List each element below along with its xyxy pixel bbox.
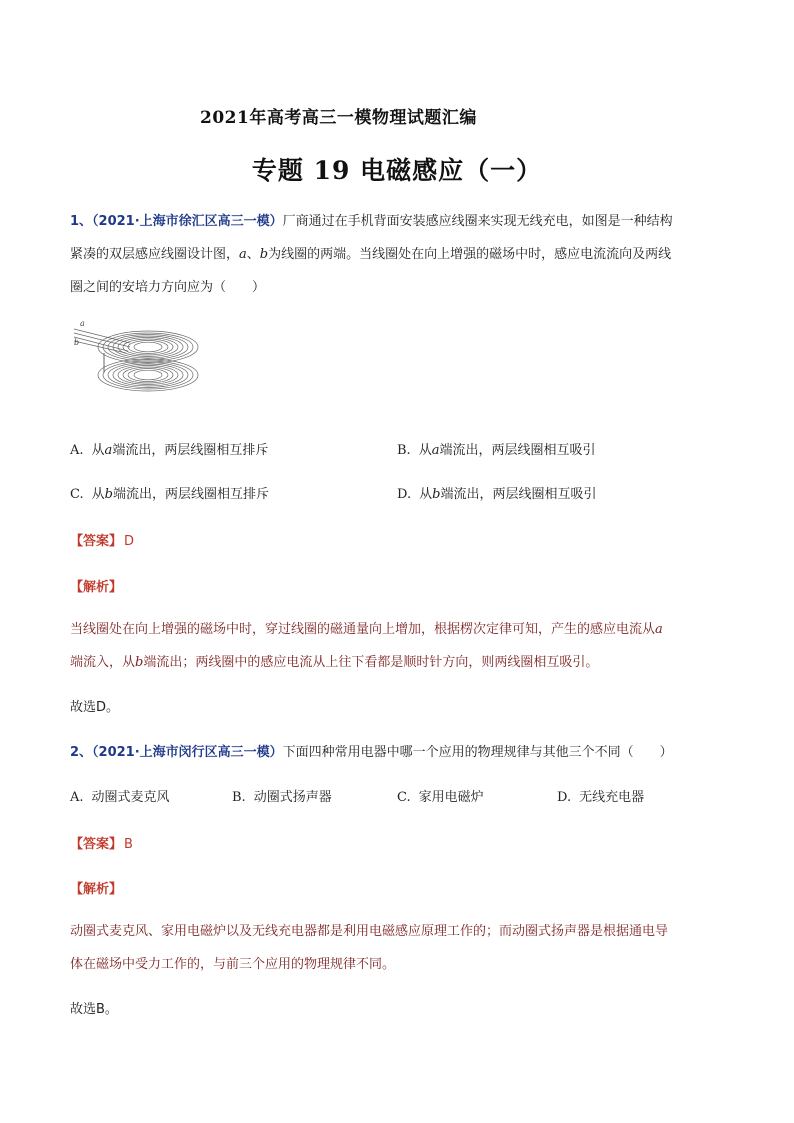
topic-title: 专题 19 电磁感应（一） [251, 156, 543, 185]
coil-figure [70, 317, 200, 395]
analysis-text: 当线圈处在向上增强的磁场中时，穿过线圈的磁通量向上增加，根据楞次定律可知，产生的感应电流从 [70, 622, 656, 637]
q1-option-a [70, 441, 268, 461]
q2-stem-line1 [70, 743, 673, 763]
option-text-pre: 从 [91, 443, 105, 458]
figure-label-a: a [80, 319, 85, 328]
answer-value: B [124, 837, 133, 852]
analysis-label: 【解析】 [70, 580, 123, 595]
q1-option-b [397, 441, 595, 461]
option-text: 家用电磁炉 [418, 790, 484, 805]
option-letter: A. [70, 443, 84, 458]
q2-option-b [232, 788, 332, 808]
option-letter: C. [70, 487, 84, 502]
option-var: a [431, 443, 440, 458]
q1-stem-text2a: 紧凑的双层感应线圈设计图， [70, 247, 240, 262]
q1-stem-text2b: 为线圈的两端。当线圈处在向上增强的磁场中时，感应电流流向及两线 [268, 247, 672, 262]
figure-label-b: b [74, 338, 80, 347]
q1-option-d [397, 485, 596, 505]
option-letter: C. [397, 790, 411, 805]
q1-analysis-label [70, 576, 122, 595]
q1-stem-text1: 厂商通过在手机背面安装感应线圈来实现无线充电，如图是一种结构 [282, 214, 673, 229]
q2-number: 2、 [70, 745, 93, 760]
q2-answer [70, 833, 133, 852]
q2-analysis-label [70, 878, 122, 897]
option-letter: A. [70, 790, 84, 805]
q1-var-a: a [239, 247, 247, 262]
option-text-post: 端流出，两层线圈相互排斥 [112, 443, 269, 458]
q2-stem-text1: 下面四种常用电器中哪一个应用的物理规律与其他三个不同（ ） [282, 745, 673, 760]
answer-value: D [124, 534, 135, 549]
option-var: a [104, 443, 113, 458]
option-text-pre: 从 [418, 443, 432, 458]
q2-option-c [397, 788, 484, 808]
analysis-text: 端流入，从 [70, 655, 136, 670]
q1-stem-line2 [70, 245, 671, 265]
q1-analysis-line2 [70, 653, 598, 673]
q1-option-c [70, 485, 269, 505]
q1-var-b: b [259, 247, 269, 262]
q1-conclusion: 故选D。 [70, 700, 120, 715]
option-text: 动圈式麦克风 [91, 790, 170, 805]
option-letter: D. [557, 790, 572, 805]
q1-answer [70, 530, 134, 549]
q2-source: （2021·上海市闵行区高三一模） [92, 745, 283, 760]
q1-stem-line1 [70, 212, 673, 232]
answer-label: 【答案】 [70, 837, 123, 852]
q2-analysis-line2: 体在磁场中受力工作的，与前三个应用的物理规律不同。 [70, 957, 396, 972]
option-text: 无线充电器 [579, 790, 645, 805]
q1-stem-text3: 圈之间的安培力方向应为（ ） [70, 280, 266, 295]
option-text: 动圈式扬声器 [253, 790, 332, 805]
option-letter: B. [397, 443, 411, 458]
q1-source: （2021·上海市徐汇区高三一模） [92, 214, 283, 229]
analysis-label: 【解析】 [70, 882, 123, 897]
option-letter: B. [232, 790, 246, 805]
analysis-var: b [135, 655, 144, 670]
document-header-title: 2021年高考高三一模物理试题汇编 [200, 108, 477, 128]
q2-option-a [70, 788, 170, 808]
option-var: b [104, 487, 113, 502]
option-text-post: 端流出，两层线圈相互排斥 [112, 487, 269, 502]
q1-analysis-line1 [70, 620, 663, 640]
analysis-var: a [655, 622, 663, 637]
option-text-pre: 从 [419, 487, 433, 502]
q2-analysis-line1: 动圈式麦克风、家用电磁炉以及无线充电器都是利用电磁感应原理工作的；而动圈式扬声器是根据通电导 [70, 924, 669, 939]
q2-option-d [557, 788, 644, 808]
option-var: b [432, 487, 441, 502]
option-text-post: 端流出，两层线圈相互吸引 [440, 487, 597, 502]
q2-conclusion: 故选B。 [70, 1002, 118, 1017]
q1-stem-sep: 、 [246, 247, 260, 262]
analysis-text: 端流出；两线圈中的感应电流从上往下看都是顺时针方向，则两线圈相互吸引。 [143, 655, 599, 670]
q1-number: 1、 [70, 214, 93, 229]
option-text-pre: 从 [91, 487, 105, 502]
answer-label: 【答案】 [70, 534, 123, 549]
q1-stem-line3 [70, 278, 265, 298]
option-text-post: 端流出，两层线圈相互吸引 [439, 443, 596, 458]
option-letter: D. [397, 487, 412, 502]
